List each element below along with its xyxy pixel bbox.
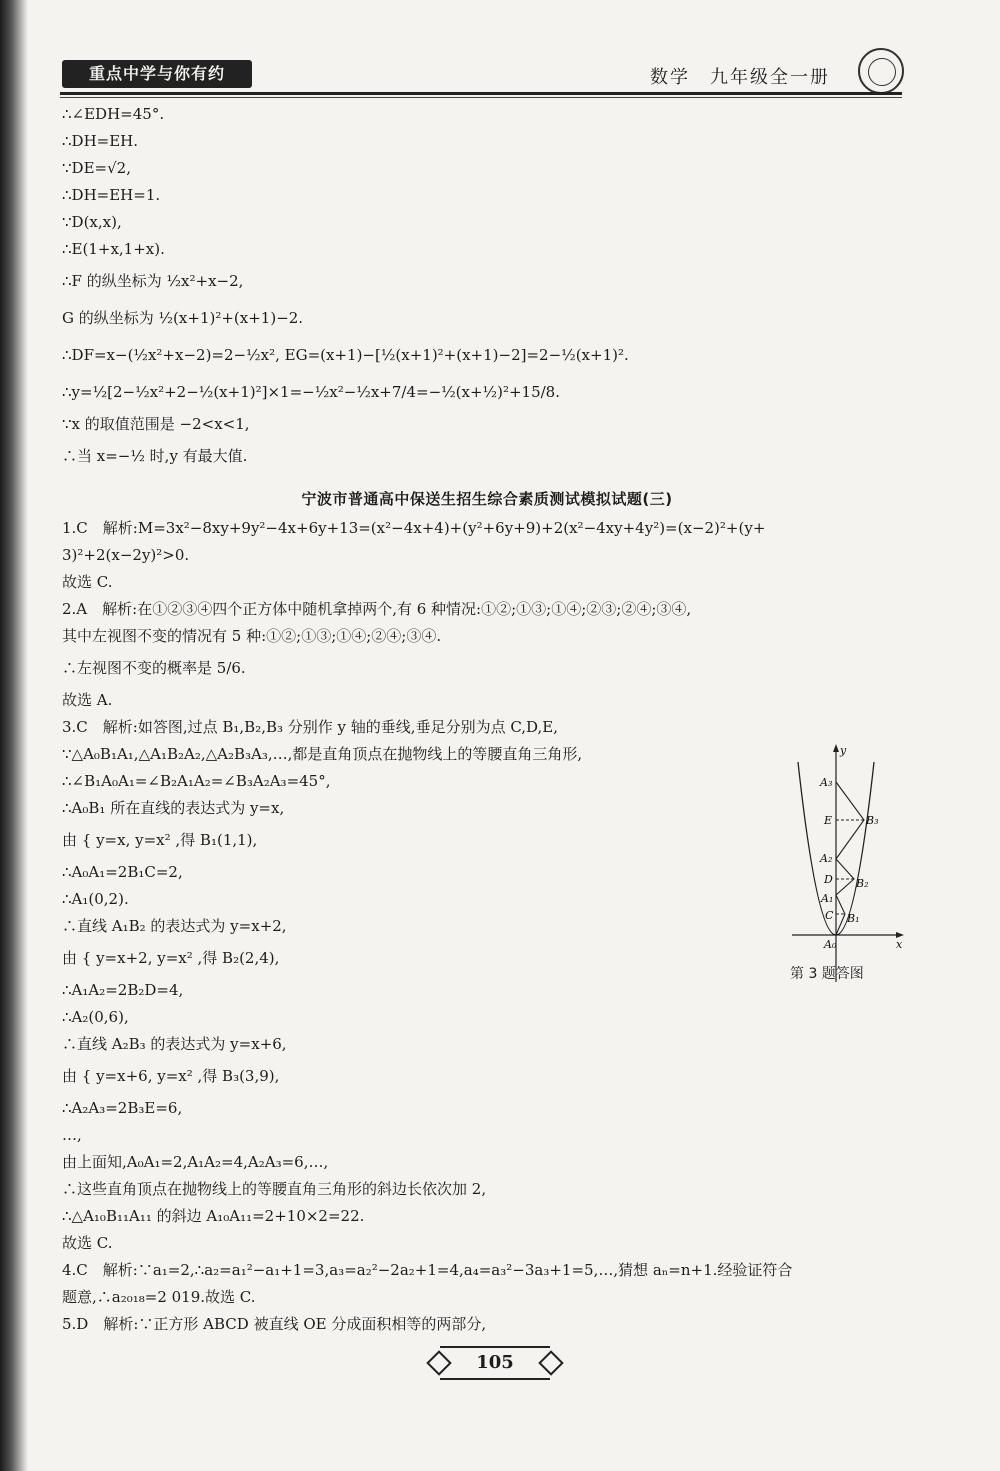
series-brand: 重点中学与你有约 xyxy=(62,60,252,88)
text-line: ∴DF=x−(½x²+x−2)=2−½x², EG=(x+1)−[½(x+1)²+(x+1)−2]=2−½(x+1)². xyxy=(62,346,629,364)
text-line: 3.C 解析:如答图,过点 B₁,B₂,B₃ 分别作 y 轴的垂线,垂足分别为点 C,D,E, xyxy=(62,718,559,736)
text-line: ∴△A₁₀B₁₁A₁₁ 的斜边 A₁₀A₁₁=2+10×2=22. xyxy=(62,1207,365,1225)
label-a0: A₀ xyxy=(824,938,837,951)
text-line: ∴DH=EH. xyxy=(62,132,139,150)
text-line: ∴这些直角顶点在抛物线上的等腰直角三角形的斜边长依次加 2, xyxy=(62,1180,487,1198)
text-line: ∴左视图不变的概率是 5/6. xyxy=(62,659,246,677)
triangle-2 xyxy=(836,859,854,895)
question-4 xyxy=(62,1257,912,1310)
section-title: 宁波市普通高中保送生招生综合素质测试模拟试题(三) xyxy=(301,490,673,508)
school-seal-icon xyxy=(858,48,904,94)
text-line: ∴A₂A₃=2B₃E=6, xyxy=(62,1099,183,1117)
question-3 xyxy=(62,714,912,1256)
text-line: ∴DH=EH=1. xyxy=(62,186,161,204)
text-line: 3)²+2(x−2y)²>0. xyxy=(62,546,190,564)
label-x: x xyxy=(896,938,903,951)
question-2 xyxy=(62,596,912,713)
text-line: ∴F 的纵坐标为 ½x²+x−2, xyxy=(62,272,244,290)
text-line: 故选 C. xyxy=(62,1234,113,1252)
text-line: ∵x 的取值范围是 −2<x<1, xyxy=(62,415,250,433)
text-line: 5.D 解析:∵正方形 ABCD 被直线 OE 分成面积相等的两部分, xyxy=(62,1315,487,1333)
label-y: y xyxy=(840,744,847,757)
text-line: 由 { y=x, y=x² ,得 B₁(1,1), xyxy=(62,831,258,849)
text-line: …, xyxy=(62,1126,82,1144)
continued-solution xyxy=(62,101,912,474)
text-line: ∴直线 A₂B₃ 的表达式为 y=x+6, xyxy=(62,1035,287,1053)
label-c: C xyxy=(825,909,834,922)
text-line: 由 { y=x+6, y=x² ,得 B₃(3,9), xyxy=(62,1067,280,1085)
label-a2: A₂ xyxy=(820,852,833,865)
text-line: ∵D(x,x), xyxy=(62,213,122,231)
page-edge-shadow xyxy=(0,0,28,1471)
text-line: ∴当 x=−½ 时,y 有最大值. xyxy=(62,447,248,465)
triangle-3 xyxy=(836,782,864,859)
text-line: 由 { y=x+2, y=x² ,得 B₂(2,4), xyxy=(62,949,280,967)
text-line: 故选 A. xyxy=(62,691,113,709)
label-d: D xyxy=(824,873,833,886)
label-a3: A₃ xyxy=(820,776,833,789)
parabola-triangle-figure xyxy=(788,742,908,987)
y-axis-arrow xyxy=(833,744,839,752)
text-line: ∵△A₀B₁A₁,△A₁B₂A₂,△A₂B₃A₃,…,都是直角顶点在抛物线上的等腰直角三角形, xyxy=(62,745,583,763)
label-b2: B₂ xyxy=(856,877,869,890)
label-a1: A₁ xyxy=(821,892,834,905)
text-line: ∴A₀B₁ 所在直线的表达式为 y=x, xyxy=(62,799,285,817)
header-rule-thin xyxy=(60,97,902,98)
text-line: ∴A₀A₁=2B₁C=2, xyxy=(62,863,183,881)
text-line: 1.C 解析:M=3x²−8xy+9y²−4x+6y+13=(x²−4x+4)+(y²+6y+9)+2(x²−4xy+4y²)=(x−2)²+(y+ xyxy=(62,519,766,537)
question-5 xyxy=(62,1311,912,1337)
label-b3: B₃ xyxy=(866,814,879,827)
text-line: 故选 C. xyxy=(62,573,113,591)
figure-caption: 第 3 题答图 xyxy=(790,966,864,982)
text-line: ∴∠EDH=45°. xyxy=(62,105,165,123)
text-line: ∴∠B₁A₀A₁=∠B₂A₁A₂=∠B₃A₂A₃=45°, xyxy=(62,772,331,790)
label-b1: B₁ xyxy=(847,912,860,925)
text-line: 2.A 解析:在①②③④四个正方体中随机拿掉两个,有 6 种情况:①②;①③;①④;②③;②④;③④, xyxy=(62,600,692,618)
text-line: ∴直线 A₁B₂ 的表达式为 y=x+2, xyxy=(62,917,287,935)
text-line: ∵DE=√2, xyxy=(62,159,131,177)
page-header xyxy=(0,0,1000,100)
text-line: 4.C 解析:∵a₁=2,∴a₂=a₁²−a₁+1=3,a₃=a₂²−2a₂+1=4,a₄=a₃²−3a₃+1=5,…,猜想 aₙ=n+1.经验证符合 xyxy=(62,1261,793,1279)
text-line: 题意,∴a₂₀₁₈=2 019.故选 C. xyxy=(62,1288,256,1306)
page-content xyxy=(62,100,912,1338)
text-line: G 的纵坐标为 ½(x+1)²+(x+1)−2. xyxy=(62,309,304,327)
page-number: 105 xyxy=(440,1346,550,1380)
subject-label: 数学 九年级全一册 xyxy=(650,67,830,88)
text-line: 由上面知,A₀A₁=2,A₁A₂=4,A₂A₃=6,…, xyxy=(62,1153,329,1171)
text-line: ∴A₁(0,2). xyxy=(62,890,129,908)
text-line: ∴A₂(0,6), xyxy=(62,1008,129,1026)
text-line: ∴A₁A₂=2B₂D=4, xyxy=(62,981,184,999)
text-line: ∴E(1+x,1+x). xyxy=(62,240,165,258)
label-e: E xyxy=(824,814,833,827)
text-line: ∴y=½[2−½x²+2−½(x+1)²]×1=−½x²−½x+7/4=−½(x+½)²+15/8. xyxy=(62,383,560,401)
triangle-1 xyxy=(836,895,845,935)
text-line: 其中左视图不变的情况有 5 种:①②;①③;①④;②④;③④. xyxy=(62,627,442,645)
question-1 xyxy=(62,515,912,595)
header-rule xyxy=(60,92,902,95)
